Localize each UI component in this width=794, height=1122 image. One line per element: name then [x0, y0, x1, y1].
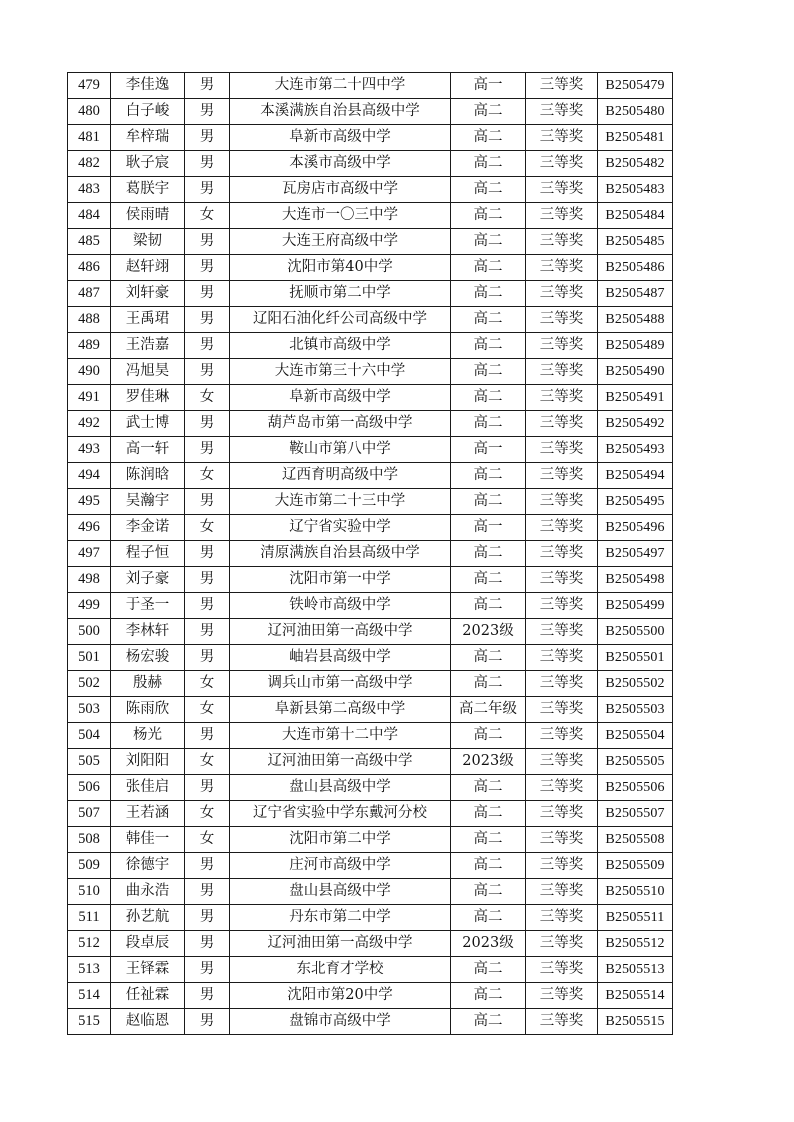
row-number-cell: 493: [68, 437, 111, 463]
grade-cell: 高二: [451, 177, 526, 203]
school-cell: 庄河市高级中学: [230, 853, 451, 879]
row-number-cell: 480: [68, 99, 111, 125]
student-name-cell: 李林轩: [111, 619, 185, 645]
row-number-cell: 501: [68, 645, 111, 671]
certificate-code-cell: B2505505: [598, 749, 673, 775]
row-number-cell: 489: [68, 333, 111, 359]
school-cell: 抚顺市第二中学: [230, 281, 451, 307]
award-level-cell: 三等奖: [526, 853, 598, 879]
grade-cell: 高二: [451, 853, 526, 879]
gender-cell: 男: [185, 905, 230, 931]
row-number-cell: 509: [68, 853, 111, 879]
school-cell: 沈阳市第二中学: [230, 827, 451, 853]
award-level-cell: 三等奖: [526, 385, 598, 411]
certificate-code-cell: B2505489: [598, 333, 673, 359]
grade-cell: 高二: [451, 905, 526, 931]
school-cell: 葫芦岛市第一高级中学: [230, 411, 451, 437]
table-row: [68, 411, 673, 437]
gender-cell: 男: [185, 593, 230, 619]
table-row: [68, 957, 673, 983]
certificate-code-cell: B2505509: [598, 853, 673, 879]
school-cell: 大连市第十二中学: [230, 723, 451, 749]
grade-cell: 高二: [451, 827, 526, 853]
certificate-code-cell: B2505500: [598, 619, 673, 645]
student-name-cell: 王禹珺: [111, 307, 185, 333]
row-number-cell: 483: [68, 177, 111, 203]
grade-cell: 高二: [451, 255, 526, 281]
table-row: [68, 125, 673, 151]
grade-cell: 高二: [451, 645, 526, 671]
grade-cell: 高二: [451, 281, 526, 307]
row-number-cell: 479: [68, 73, 111, 99]
grade-cell: 高二: [451, 775, 526, 801]
grade-cell: 高二: [451, 385, 526, 411]
student-name-cell: 杨宏骏: [111, 645, 185, 671]
table-row: [68, 1009, 673, 1035]
award-table-body: [68, 73, 673, 1035]
row-number-cell: 505: [68, 749, 111, 775]
student-name-cell: 王浩嘉: [111, 333, 185, 359]
gender-cell: 女: [185, 697, 230, 723]
student-name-cell: 吴瀚宇: [111, 489, 185, 515]
grade-cell: 高一: [451, 73, 526, 99]
award-level-cell: 三等奖: [526, 177, 598, 203]
gender-cell: 男: [185, 723, 230, 749]
certificate-code-cell: B2505499: [598, 593, 673, 619]
grade-cell: 高一: [451, 515, 526, 541]
award-level-cell: 三等奖: [526, 463, 598, 489]
certificate-code-cell: B2505493: [598, 437, 673, 463]
school-cell: 东北育才学校: [230, 957, 451, 983]
table-row: [68, 177, 673, 203]
certificate-code-cell: B2505486: [598, 255, 673, 281]
award-level-cell: 三等奖: [526, 1009, 598, 1035]
certificate-code-cell: B2505480: [598, 99, 673, 125]
certificate-code-cell: B2505490: [598, 359, 673, 385]
table-row: [68, 983, 673, 1009]
grade-cell: 高二: [451, 723, 526, 749]
award-level-cell: 三等奖: [526, 931, 598, 957]
school-cell: 阜新市高级中学: [230, 125, 451, 151]
grade-cell: 高二: [451, 671, 526, 697]
student-name-cell: 葛朕宇: [111, 177, 185, 203]
student-name-cell: 白子峻: [111, 99, 185, 125]
grade-cell: 高二: [451, 333, 526, 359]
student-name-cell: 侯雨晴: [111, 203, 185, 229]
row-number-cell: 492: [68, 411, 111, 437]
row-number-cell: 498: [68, 567, 111, 593]
table-row: [68, 203, 673, 229]
award-level-cell: 三等奖: [526, 801, 598, 827]
table-row: [68, 385, 673, 411]
row-number-cell: 500: [68, 619, 111, 645]
gender-cell: 男: [185, 125, 230, 151]
award-level-cell: 三等奖: [526, 957, 598, 983]
grade-cell: 高二: [451, 125, 526, 151]
school-cell: 大连市第二十三中学: [230, 489, 451, 515]
award-level-cell: 三等奖: [526, 879, 598, 905]
award-level-cell: 三等奖: [526, 671, 598, 697]
award-level-cell: 三等奖: [526, 281, 598, 307]
student-name-cell: 李佳逸: [111, 73, 185, 99]
student-name-cell: 任祉霖: [111, 983, 185, 1009]
award-level-cell: 三等奖: [526, 619, 598, 645]
row-number-cell: 499: [68, 593, 111, 619]
row-number-cell: 503: [68, 697, 111, 723]
table-row: [68, 359, 673, 385]
school-cell: 鞍山市第八中学: [230, 437, 451, 463]
row-number-cell: 491: [68, 385, 111, 411]
gender-cell: 男: [185, 879, 230, 905]
award-level-cell: 三等奖: [526, 229, 598, 255]
award-level-cell: 三等奖: [526, 489, 598, 515]
student-name-cell: 罗佳琳: [111, 385, 185, 411]
grade-cell: 高二: [451, 463, 526, 489]
gender-cell: 男: [185, 775, 230, 801]
student-name-cell: 杨光: [111, 723, 185, 749]
row-number-cell: 497: [68, 541, 111, 567]
gender-cell: 男: [185, 645, 230, 671]
gender-cell: 男: [185, 177, 230, 203]
award-level-cell: 三等奖: [526, 541, 598, 567]
table-row: [68, 671, 673, 697]
table-row: [68, 879, 673, 905]
student-name-cell: 于圣一: [111, 593, 185, 619]
school-cell: 辽河油田第一高级中学: [230, 619, 451, 645]
award-level-cell: 三等奖: [526, 307, 598, 333]
row-number-cell: 495: [68, 489, 111, 515]
gender-cell: 男: [185, 99, 230, 125]
table-row: [68, 827, 673, 853]
school-cell: 大连王府高级中学: [230, 229, 451, 255]
grade-cell: 高二: [451, 593, 526, 619]
certificate-code-cell: B2505507: [598, 801, 673, 827]
certificate-code-cell: B2505483: [598, 177, 673, 203]
gender-cell: 男: [185, 229, 230, 255]
row-number-cell: 508: [68, 827, 111, 853]
student-name-cell: 赵临恩: [111, 1009, 185, 1035]
row-number-cell: 504: [68, 723, 111, 749]
certificate-code-cell: B2505515: [598, 1009, 673, 1035]
gender-cell: 男: [185, 567, 230, 593]
row-number-cell: 515: [68, 1009, 111, 1035]
table-row: [68, 905, 673, 931]
gender-cell: 男: [185, 541, 230, 567]
certificate-code-cell: B2505510: [598, 879, 673, 905]
row-number-cell: 484: [68, 203, 111, 229]
certificate-code-cell: B2505508: [598, 827, 673, 853]
gender-cell: 男: [185, 931, 230, 957]
school-cell: 北镇市高级中学: [230, 333, 451, 359]
table-row: [68, 749, 673, 775]
school-cell: 大连市第三十六中学: [230, 359, 451, 385]
student-name-cell: 高一轩: [111, 437, 185, 463]
award-list-table: [67, 72, 673, 1035]
school-cell: 本溪满族自治县高级中学: [230, 99, 451, 125]
student-name-cell: 李金诺: [111, 515, 185, 541]
row-number-cell: 481: [68, 125, 111, 151]
grade-cell: 高二: [451, 879, 526, 905]
school-cell: 辽河油田第一高级中学: [230, 931, 451, 957]
table-row: [68, 255, 673, 281]
grade-cell: 高二年级: [451, 697, 526, 723]
row-number-cell: 511: [68, 905, 111, 931]
table-row: [68, 619, 673, 645]
gender-cell: 男: [185, 281, 230, 307]
gender-cell: 男: [185, 333, 230, 359]
row-number-cell: 514: [68, 983, 111, 1009]
certificate-code-cell: B2505512: [598, 931, 673, 957]
grade-cell: 高二: [451, 359, 526, 385]
gender-cell: 女: [185, 671, 230, 697]
school-cell: 阜新市高级中学: [230, 385, 451, 411]
row-number-cell: 487: [68, 281, 111, 307]
gender-cell: 男: [185, 437, 230, 463]
school-cell: 辽西育明高级中学: [230, 463, 451, 489]
gender-cell: 女: [185, 749, 230, 775]
award-level-cell: 三等奖: [526, 125, 598, 151]
gender-cell: 男: [185, 307, 230, 333]
table-row: [68, 697, 673, 723]
gender-cell: 女: [185, 801, 230, 827]
table-row: [68, 151, 673, 177]
student-name-cell: 冯旭昊: [111, 359, 185, 385]
school-cell: 阜新县第二高级中学: [230, 697, 451, 723]
award-level-cell: 三等奖: [526, 359, 598, 385]
school-cell: 沈阳市第20中学: [230, 983, 451, 1009]
grade-cell: 高二: [451, 1009, 526, 1035]
student-name-cell: 殷赫: [111, 671, 185, 697]
grade-cell: 高二: [451, 411, 526, 437]
row-number-cell: 512: [68, 931, 111, 957]
table-row: [68, 333, 673, 359]
certificate-code-cell: B2505511: [598, 905, 673, 931]
student-name-cell: 王若涵: [111, 801, 185, 827]
gender-cell: 男: [185, 853, 230, 879]
certificate-code-cell: B2505497: [598, 541, 673, 567]
row-number-cell: 486: [68, 255, 111, 281]
award-level-cell: 三等奖: [526, 203, 598, 229]
student-name-cell: 耿子宸: [111, 151, 185, 177]
certificate-code-cell: B2505495: [598, 489, 673, 515]
gender-cell: 男: [185, 489, 230, 515]
certificate-code-cell: B2505506: [598, 775, 673, 801]
student-name-cell: 陈润晗: [111, 463, 185, 489]
award-level-cell: 三等奖: [526, 645, 598, 671]
school-cell: 大连市一〇三中学: [230, 203, 451, 229]
student-name-cell: 武士博: [111, 411, 185, 437]
gender-cell: 男: [185, 255, 230, 281]
award-level-cell: 三等奖: [526, 151, 598, 177]
student-name-cell: 刘阳阳: [111, 749, 185, 775]
school-cell: 瓦房店市高级中学: [230, 177, 451, 203]
school-cell: 盘山县高级中学: [230, 879, 451, 905]
table-row: [68, 931, 673, 957]
row-number-cell: 496: [68, 515, 111, 541]
row-number-cell: 488: [68, 307, 111, 333]
award-level-cell: 三等奖: [526, 697, 598, 723]
table-row: [68, 281, 673, 307]
grade-cell: 高二: [451, 307, 526, 333]
school-cell: 辽宁省实验中学东戴河分校: [230, 801, 451, 827]
student-name-cell: 程子恒: [111, 541, 185, 567]
award-level-cell: 三等奖: [526, 749, 598, 775]
grade-cell: 高二: [451, 489, 526, 515]
certificate-code-cell: B2505485: [598, 229, 673, 255]
student-name-cell: 张佳启: [111, 775, 185, 801]
row-number-cell: 485: [68, 229, 111, 255]
grade-cell: 2023级: [451, 619, 526, 645]
award-level-cell: 三等奖: [526, 411, 598, 437]
school-cell: 本溪市高级中学: [230, 151, 451, 177]
row-number-cell: 490: [68, 359, 111, 385]
gender-cell: 男: [185, 151, 230, 177]
award-level-cell: 三等奖: [526, 775, 598, 801]
award-level-cell: 三等奖: [526, 983, 598, 1009]
student-name-cell: 曲永浩: [111, 879, 185, 905]
school-cell: 丹东市第二中学: [230, 905, 451, 931]
certificate-code-cell: B2505487: [598, 281, 673, 307]
student-name-cell: 孙艺航: [111, 905, 185, 931]
table-row: [68, 853, 673, 879]
table-row: [68, 541, 673, 567]
school-cell: 盘锦市高级中学: [230, 1009, 451, 1035]
gender-cell: 男: [185, 957, 230, 983]
award-level-cell: 三等奖: [526, 437, 598, 463]
certificate-code-cell: B2505504: [598, 723, 673, 749]
table-row: [68, 515, 673, 541]
grade-cell: 高二: [451, 151, 526, 177]
certificate-code-cell: B2505514: [598, 983, 673, 1009]
gender-cell: 女: [185, 385, 230, 411]
certificate-code-cell: B2505494: [598, 463, 673, 489]
grade-cell: 高二: [451, 983, 526, 1009]
row-number-cell: 494: [68, 463, 111, 489]
gender-cell: 男: [185, 619, 230, 645]
table-row: [68, 99, 673, 125]
certificate-code-cell: B2505492: [598, 411, 673, 437]
student-name-cell: 王铎霖: [111, 957, 185, 983]
award-level-cell: 三等奖: [526, 515, 598, 541]
award-level-cell: 三等奖: [526, 255, 598, 281]
award-level-cell: 三等奖: [526, 99, 598, 125]
row-number-cell: 482: [68, 151, 111, 177]
award-level-cell: 三等奖: [526, 905, 598, 931]
grade-cell: 高二: [451, 229, 526, 255]
grade-cell: 2023级: [451, 931, 526, 957]
certificate-code-cell: B2505503: [598, 697, 673, 723]
school-cell: 岫岩县高级中学: [230, 645, 451, 671]
table-row: [68, 801, 673, 827]
certificate-code-cell: B2505501: [598, 645, 673, 671]
grade-cell: 高一: [451, 437, 526, 463]
grade-cell: 2023级: [451, 749, 526, 775]
certificate-code-cell: B2505496: [598, 515, 673, 541]
grade-cell: 高二: [451, 567, 526, 593]
award-level-cell: 三等奖: [526, 723, 598, 749]
student-name-cell: 赵轩翊: [111, 255, 185, 281]
student-name-cell: 刘轩豪: [111, 281, 185, 307]
grade-cell: 高二: [451, 203, 526, 229]
school-cell: 清原满族自治县高级中学: [230, 541, 451, 567]
certificate-code-cell: B2505502: [598, 671, 673, 697]
certificate-code-cell: B2505513: [598, 957, 673, 983]
gender-cell: 女: [185, 515, 230, 541]
table-row: [68, 489, 673, 515]
gender-cell: 男: [185, 1009, 230, 1035]
row-number-cell: 513: [68, 957, 111, 983]
student-name-cell: 段卓辰: [111, 931, 185, 957]
certificate-code-cell: B2505484: [598, 203, 673, 229]
school-cell: 辽宁省实验中学: [230, 515, 451, 541]
student-name-cell: 梁韧: [111, 229, 185, 255]
certificate-code-cell: B2505482: [598, 151, 673, 177]
gender-cell: 男: [185, 359, 230, 385]
table-row: [68, 723, 673, 749]
certificate-code-cell: B2505479: [598, 73, 673, 99]
school-cell: 沈阳市第一中学: [230, 567, 451, 593]
school-cell: 大连市第二十四中学: [230, 73, 451, 99]
gender-cell: 女: [185, 203, 230, 229]
grade-cell: 高二: [451, 957, 526, 983]
row-number-cell: 506: [68, 775, 111, 801]
gender-cell: 男: [185, 983, 230, 1009]
table-row: [68, 567, 673, 593]
certificate-code-cell: B2505481: [598, 125, 673, 151]
table-row: [68, 645, 673, 671]
table-row: [68, 437, 673, 463]
table-row: [68, 73, 673, 99]
award-level-cell: 三等奖: [526, 73, 598, 99]
student-name-cell: 徐德宇: [111, 853, 185, 879]
certificate-code-cell: B2505491: [598, 385, 673, 411]
gender-cell: 男: [185, 73, 230, 99]
row-number-cell: 502: [68, 671, 111, 697]
school-cell: 辽河油田第一高级中学: [230, 749, 451, 775]
table-row: [68, 307, 673, 333]
table-row: [68, 463, 673, 489]
award-level-cell: 三等奖: [526, 827, 598, 853]
student-name-cell: 牟梓瑞: [111, 125, 185, 151]
row-number-cell: 507: [68, 801, 111, 827]
row-number-cell: 510: [68, 879, 111, 905]
grade-cell: 高二: [451, 801, 526, 827]
award-level-cell: 三等奖: [526, 593, 598, 619]
grade-cell: 高二: [451, 99, 526, 125]
award-level-cell: 三等奖: [526, 333, 598, 359]
gender-cell: 女: [185, 827, 230, 853]
school-cell: 调兵山市第一高级中学: [230, 671, 451, 697]
certificate-code-cell: B2505488: [598, 307, 673, 333]
school-cell: 沈阳市第40中学: [230, 255, 451, 281]
student-name-cell: 陈雨欣: [111, 697, 185, 723]
certificate-code-cell: B2505498: [598, 567, 673, 593]
award-level-cell: 三等奖: [526, 567, 598, 593]
table-row: [68, 593, 673, 619]
table-row: [68, 229, 673, 255]
school-cell: 盘山县高级中学: [230, 775, 451, 801]
grade-cell: 高二: [451, 541, 526, 567]
student-name-cell: 韩佳一: [111, 827, 185, 853]
table-row: [68, 775, 673, 801]
gender-cell: 女: [185, 463, 230, 489]
school-cell: 辽阳石油化纤公司高级中学: [230, 307, 451, 333]
student-name-cell: 刘子豪: [111, 567, 185, 593]
school-cell: 铁岭市高级中学: [230, 593, 451, 619]
gender-cell: 男: [185, 411, 230, 437]
